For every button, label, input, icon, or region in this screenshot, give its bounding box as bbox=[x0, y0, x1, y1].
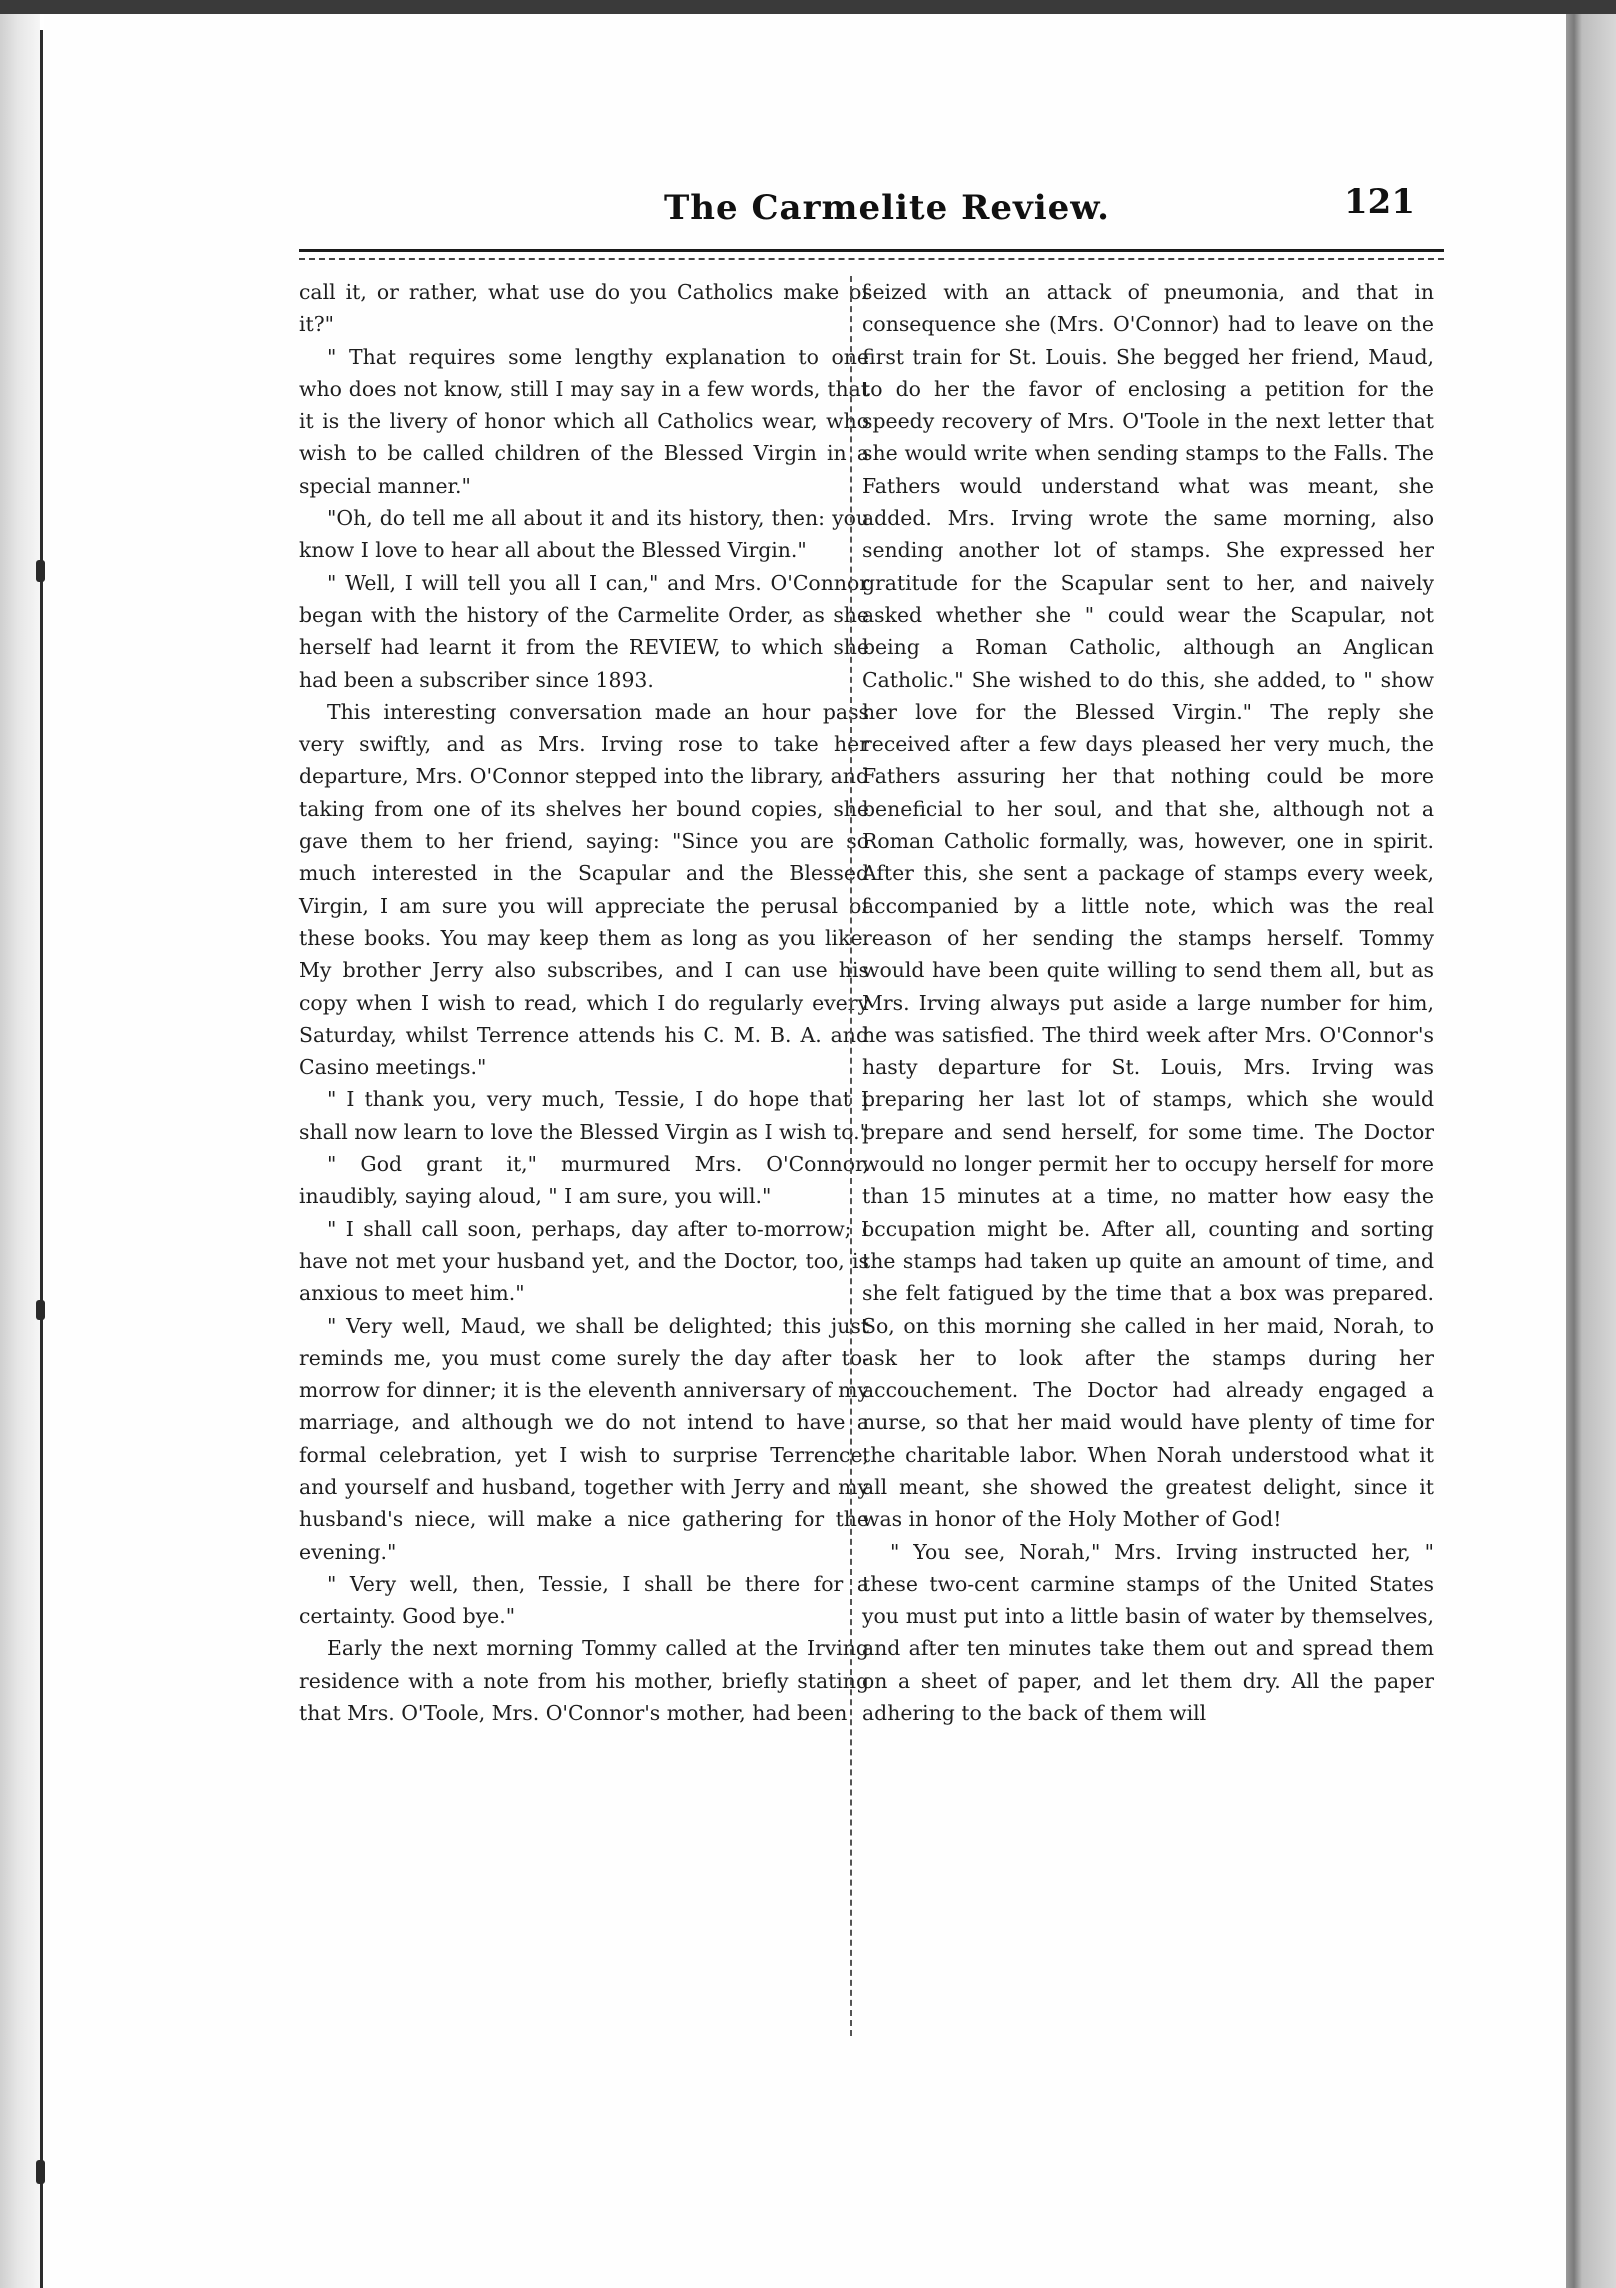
scan-right-edge bbox=[1566, 14, 1616, 2288]
page-sheet bbox=[44, 14, 1566, 2288]
paragraph: " God grant it," murmured Mrs. O'Connor, inaudibly, saying aloud, " I am sure, you will." bbox=[299, 1152, 869, 1209]
paragraph: "Oh, do tell me all about it and its history, then: you know I love to hear all about the Blessed Virgin." bbox=[299, 506, 869, 563]
paragraph: " I shall call soon, perhaps, day after to-morrow; I have not met your husband yet, and the Doctor, too, is anxious to meet him." bbox=[299, 1216, 869, 1306]
right-column bbox=[862, 276, 1434, 1729]
binding-shadow bbox=[0, 14, 40, 2288]
header-rule-dashed bbox=[299, 258, 1444, 260]
binding-mark bbox=[36, 2160, 45, 2184]
paragraph: Early the next morning Tommy called at the Irving residence with a note from his mother, briefly stating that Mrs. O'Toole, Mrs. O'Connor's mother, had been bbox=[299, 1636, 869, 1726]
paragraph: " You see, Norah," Mrs. Irving instructed her, " these two-cent carmine stamps of the United States you must put into a little basin of water by themselves, and after ten minutes take them out and spread them on a sheet of paper, and let them dry. All the paper adhering to the back of them will bbox=[862, 1539, 1434, 1726]
scan-top-edge bbox=[0, 0, 1616, 14]
left-column bbox=[299, 276, 869, 1729]
paragraph: " I thank you, very much, Tessie, I do hope that I shall now learn to love the Blessed Virgin as I wish to." bbox=[299, 1087, 870, 1144]
binding-mark bbox=[36, 560, 45, 582]
header-rule bbox=[299, 249, 1444, 252]
paragraph: " Well, I will tell you all I can," and Mrs. O'Connor began with the history of the Carmelite Order, as she herself had learnt it from the REVIEW, to which she had been a subscriber since 1893. bbox=[299, 570, 869, 692]
binding-mark bbox=[36, 1300, 45, 1320]
page-number: 121 bbox=[1344, 182, 1415, 222]
paragraph: call it, or rather, what use do you Catholics make of it?" bbox=[299, 280, 869, 337]
paragraph: " Very well, then, Tessie, I shall be there for a certainty. Good bye." bbox=[299, 1571, 869, 1629]
paragraph: This interesting conversation made an hour pass very swiftly, and as Mrs. Irving rose to take her departure, Mrs. O'Connor stepped into the library, and taking from one of its shelves her bound copies, she gave them to her friend, saying: "Since you are so much interested in the Scapular and the Blessed Virgin, I am sure you will appreciate the perusal of these books. You may keep them as long as you like. My brother Jerry also subscribes, and I can use his copy when I wish to read, which I do regularly every Saturday, whilst Terrence attends his C. M. B. A. and Casino meetings." bbox=[299, 699, 869, 1080]
binding-edge-line bbox=[40, 30, 43, 2288]
paragraph: " Very well, Maud, we shall be delighted; this just reminds me, you must come surely the day after to-morrow for dinner; it is the eleventh anniversary of my marriage, and although we do not intend to have a formal celebration, yet I wish to surprise Terrence, and yourself and husband, together with Jerry and my husband's niece, will make a nice gathering for the evening." bbox=[299, 1313, 869, 1564]
running-title: The Carmelite Review. bbox=[664, 188, 1110, 228]
column-divider bbox=[850, 276, 852, 2036]
paragraph: seized with an attack of pneumonia, and that in consequence she (Mrs. O'Connor) had to leave on the first train for St. Louis. She begged her friend, Maud, to do her the favor of enclosing a petition for the speedy recovery of Mrs. O'Toole in the next letter that she would write when sending stamps to the Falls. The Fathers would understand what was meant, she added. Mrs. Irving wrote the same morning, also sending another lot of stamps. She expressed her gratitude for the Scapular sent to her, and naively asked whether she " could wear the Scapular, not being a Roman Catholic, although an Anglican Catholic." She wished to do this, she added, to " show her love for the Blessed Virgin." The reply she received after a few days pleased her very much, the Fathers assuring her that nothing could be more beneficial to her soul, and that she, although not a Roman Catholic formally, was, however, one in spirit. After this, she sent a package of stamps every week, accompanied by a little note, which was the real reason of her sending the stamps herself. Tommy would have been quite willing to send them all, but as Mrs. Irving always put aside a large number for him, he was satisfied. The third week after Mrs. O'Connor's hasty departure for St. Louis, Mrs. Irving was preparing her last lot of stamps, which she would prepare and send herself, for some time. The Doctor would no longer permit her to occupy herself for more than 15 minutes at a time, no matter how easy the occupation might be. After all, counting and sorting the stamps had taken up quite an amount of time, and she felt fatigued by the time that a box was prepared. So, on this morning she called in her maid, Norah, to ask her to look after the stamps during her accouchement. The Doctor had already engaged a nurse, so that her maid would have plenty of time for the charitable labor. When Norah understood what it all meant, she showed the greatest delight, since it was in honor of the Holy Mother of God! bbox=[862, 280, 1434, 1532]
running-header bbox=[44, 164, 1566, 234]
paragraph: " That requires some lengthy explanation to one who does not know, still I may say in a few words, that it is the livery of honor which all Catholics wear, who wish to be called children of the Blessed Virgin in a special manner." bbox=[299, 344, 869, 498]
